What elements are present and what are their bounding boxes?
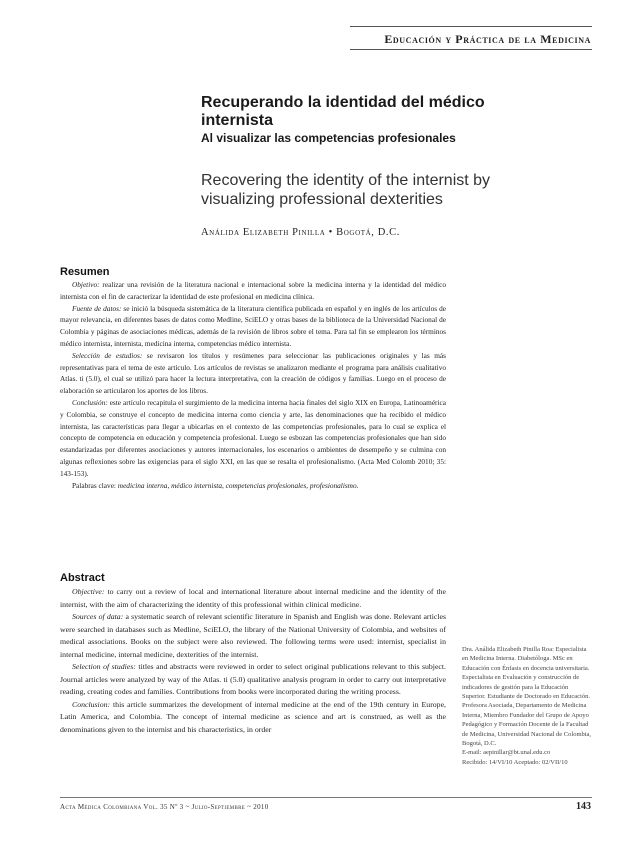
resumen-conclusion bbox=[60, 397, 446, 480]
resumen-conclusion-text: este artículo recapitula el surgimiento de la medicina interna hacia finales del siglo XIX en Europa, Latinoamérica y Colombia, se construye el concepto de medicina interna como ciencia y arte, las denominaciones que ha recibido el médico internista, las características para llegar a ubicarlas en el contexto de las competencias profesionales, para lo cual se explica el concepto de competencia en educación y competencia profesional. Luego se esbozan las competencias profesionales que han sido estandarizadas por diferentes asociaciones y autores internacionales, los escenarios o ambientes de desempeño y se culmina con algunas reflexiones sobre las exigencias para el siglo XXI, en las que se resalta el profesionalismo. (Acta Med Colomb 2010; 35: 143-153). bbox=[60, 397, 446, 478]
resumen-objetivo bbox=[60, 279, 446, 303]
resumen-conclusion-label: Conclusión: bbox=[72, 397, 108, 407]
article-subtitle-spanish: Al visualizar las competencias profesionales bbox=[201, 131, 456, 145]
abstract-sources bbox=[60, 611, 446, 661]
section-title: Educación y Práctica de la Medicina bbox=[384, 32, 591, 46]
header-rule-top bbox=[350, 26, 592, 27]
abstract-body bbox=[60, 586, 446, 736]
resumen-keywords-text: medicina interna, médico internista, competencias profesionales, profesionalismo. bbox=[117, 480, 359, 490]
footer-rule bbox=[60, 797, 592, 798]
abstract-heading: Abstract bbox=[60, 572, 105, 584]
abstract-sources-label: Sources of data: bbox=[72, 612, 124, 621]
resumen-fuente-text: se inició la búsqueda sistemática de la literatura científica publicada en español y en inglés de los artículos de mayor relevancia, en diferentes bases de datos como Medline, SciELO y otras bases de la biblioteca de la Universidad Nacional de Colombia y páginas de asociaciones médicas, además de la revisión de libros sobre el tema. Para tal fin se emplearon los términos médico internista, internista, medicina interna, competencias médico internista. bbox=[60, 303, 447, 348]
resumen-fuente-label: Fuente de datos: bbox=[72, 303, 122, 313]
received-accepted-dates: Recibido: 14/VI/10 Aceptado: 02/VII/10 bbox=[462, 758, 568, 766]
resumen-seleccion bbox=[60, 350, 446, 397]
resumen-keywords bbox=[60, 480, 446, 492]
article-title-english: Recovering the identity of the internist by visualizing professional dexterities bbox=[201, 172, 491, 208]
abstract-selection-text: titles and abstracts were reviewed in order to select original publications relevant to this subject. Journal articles were analyzed by way of the Atlas. ti (5.0) qualitative analysis program in order to carry out interpretative reading, creating codes and families. Contributions from books were incorporated during the writing process. bbox=[60, 662, 447, 696]
author-email: E-mail: aepinillar@bt.unal.edu.co bbox=[462, 749, 551, 757]
abstract-conclusion bbox=[60, 699, 446, 737]
article-title-spanish: Recuperando la identidad del médico internista bbox=[201, 94, 485, 129]
resumen-seleccion-label: Selección de estudios: bbox=[72, 350, 143, 360]
abstract-objective bbox=[60, 586, 446, 611]
resumen-fuente bbox=[60, 303, 446, 350]
resumen-heading: Resumen bbox=[60, 266, 110, 278]
abstract-conclusion-label: Conclusion: bbox=[72, 699, 111, 709]
abstract-sources-text: a systematic search of relevant scientific literature in Spanish and English was done. Relevant articles were searched in databases such as Medline, SciELO, the library of the National University of Colombia, and websites of medical associations. Books on the subject were also reviewed. The following terms were used: internist, specialist in internal medicine, internal medicine, dexterities of the internist. bbox=[60, 612, 446, 659]
header-rule-bottom bbox=[350, 49, 592, 50]
abstract-selection-label: Selection of studies: bbox=[72, 662, 136, 671]
resumen-objetivo-text: realizar una revisión de la literatura nacional e internacional sobre la medicina interna y la identidad del médico internista con el fin de caracterizar la identidad de este profesional en medicina clínica. bbox=[60, 280, 446, 301]
abstract-objective-text: to carry out a review of local and international literature about internal medicine and the identity of the internist, with the aim of characterizing the identity of this professional within clinical medicine. bbox=[60, 587, 447, 609]
resumen-body bbox=[60, 279, 446, 491]
journal-citation: Acta Médica Colombiana Vol. 35 Nº 3 ~ Julio-Septiembre ~ 2010 bbox=[60, 803, 269, 811]
abstract-selection bbox=[60, 661, 446, 699]
abstract-conclusion-text: this article summarizes the development of internal medicine at the end of the 19th century in Europe, Latin America, and Colombia. The concept of internal medicine as science and art is construed, as well as the denominations given to the internist and his characteristics, in order bbox=[60, 699, 446, 734]
page-number: 143 bbox=[576, 801, 591, 812]
affiliation-text: Dra. Análida Elizabeth Pinilla Roa: Especialista en Medicina Interna. Diabetóloga. MSc en Educación con Énfasis en docencia universitaria. Especialista en Evaluación y construcción de indicadores de gestión para la Educación Superior. Estudiante de Doctorado en Educación. Profesora Asociada, Departamento de Medicina Interna, Miembro Fundador del Grupo de Apoyo Pedagógico y Formación Docente de la Facultad de Medicina, Universidad Nacional de Colombia, Bogotá, D.C. bbox=[462, 646, 592, 748]
abstract-objective-label: Objective: bbox=[72, 587, 105, 596]
author-line: Análida Elizabeth Pinilla • Bogotá, D.C. bbox=[201, 227, 400, 238]
resumen-keywords-label: Palabras clave: bbox=[72, 480, 116, 490]
author-affiliation-note bbox=[462, 645, 592, 767]
resumen-seleccion-text: se revisaron los títulos y resúmenes para seleccionar las publicaciones originales y las más representativas para el tema de este artículo. Los artículos de revistas se analizaron mediante el programa para análisis cualitativo Atlas. ti (5.0), el cual se utilizó para hacer la lectura interpretativa, con la creación de códigos y familias. Luego en el proceso de elaboración se articularon los aportes de los libros. bbox=[60, 350, 447, 396]
resumen-objetivo-label: Objetivo: bbox=[72, 280, 100, 289]
